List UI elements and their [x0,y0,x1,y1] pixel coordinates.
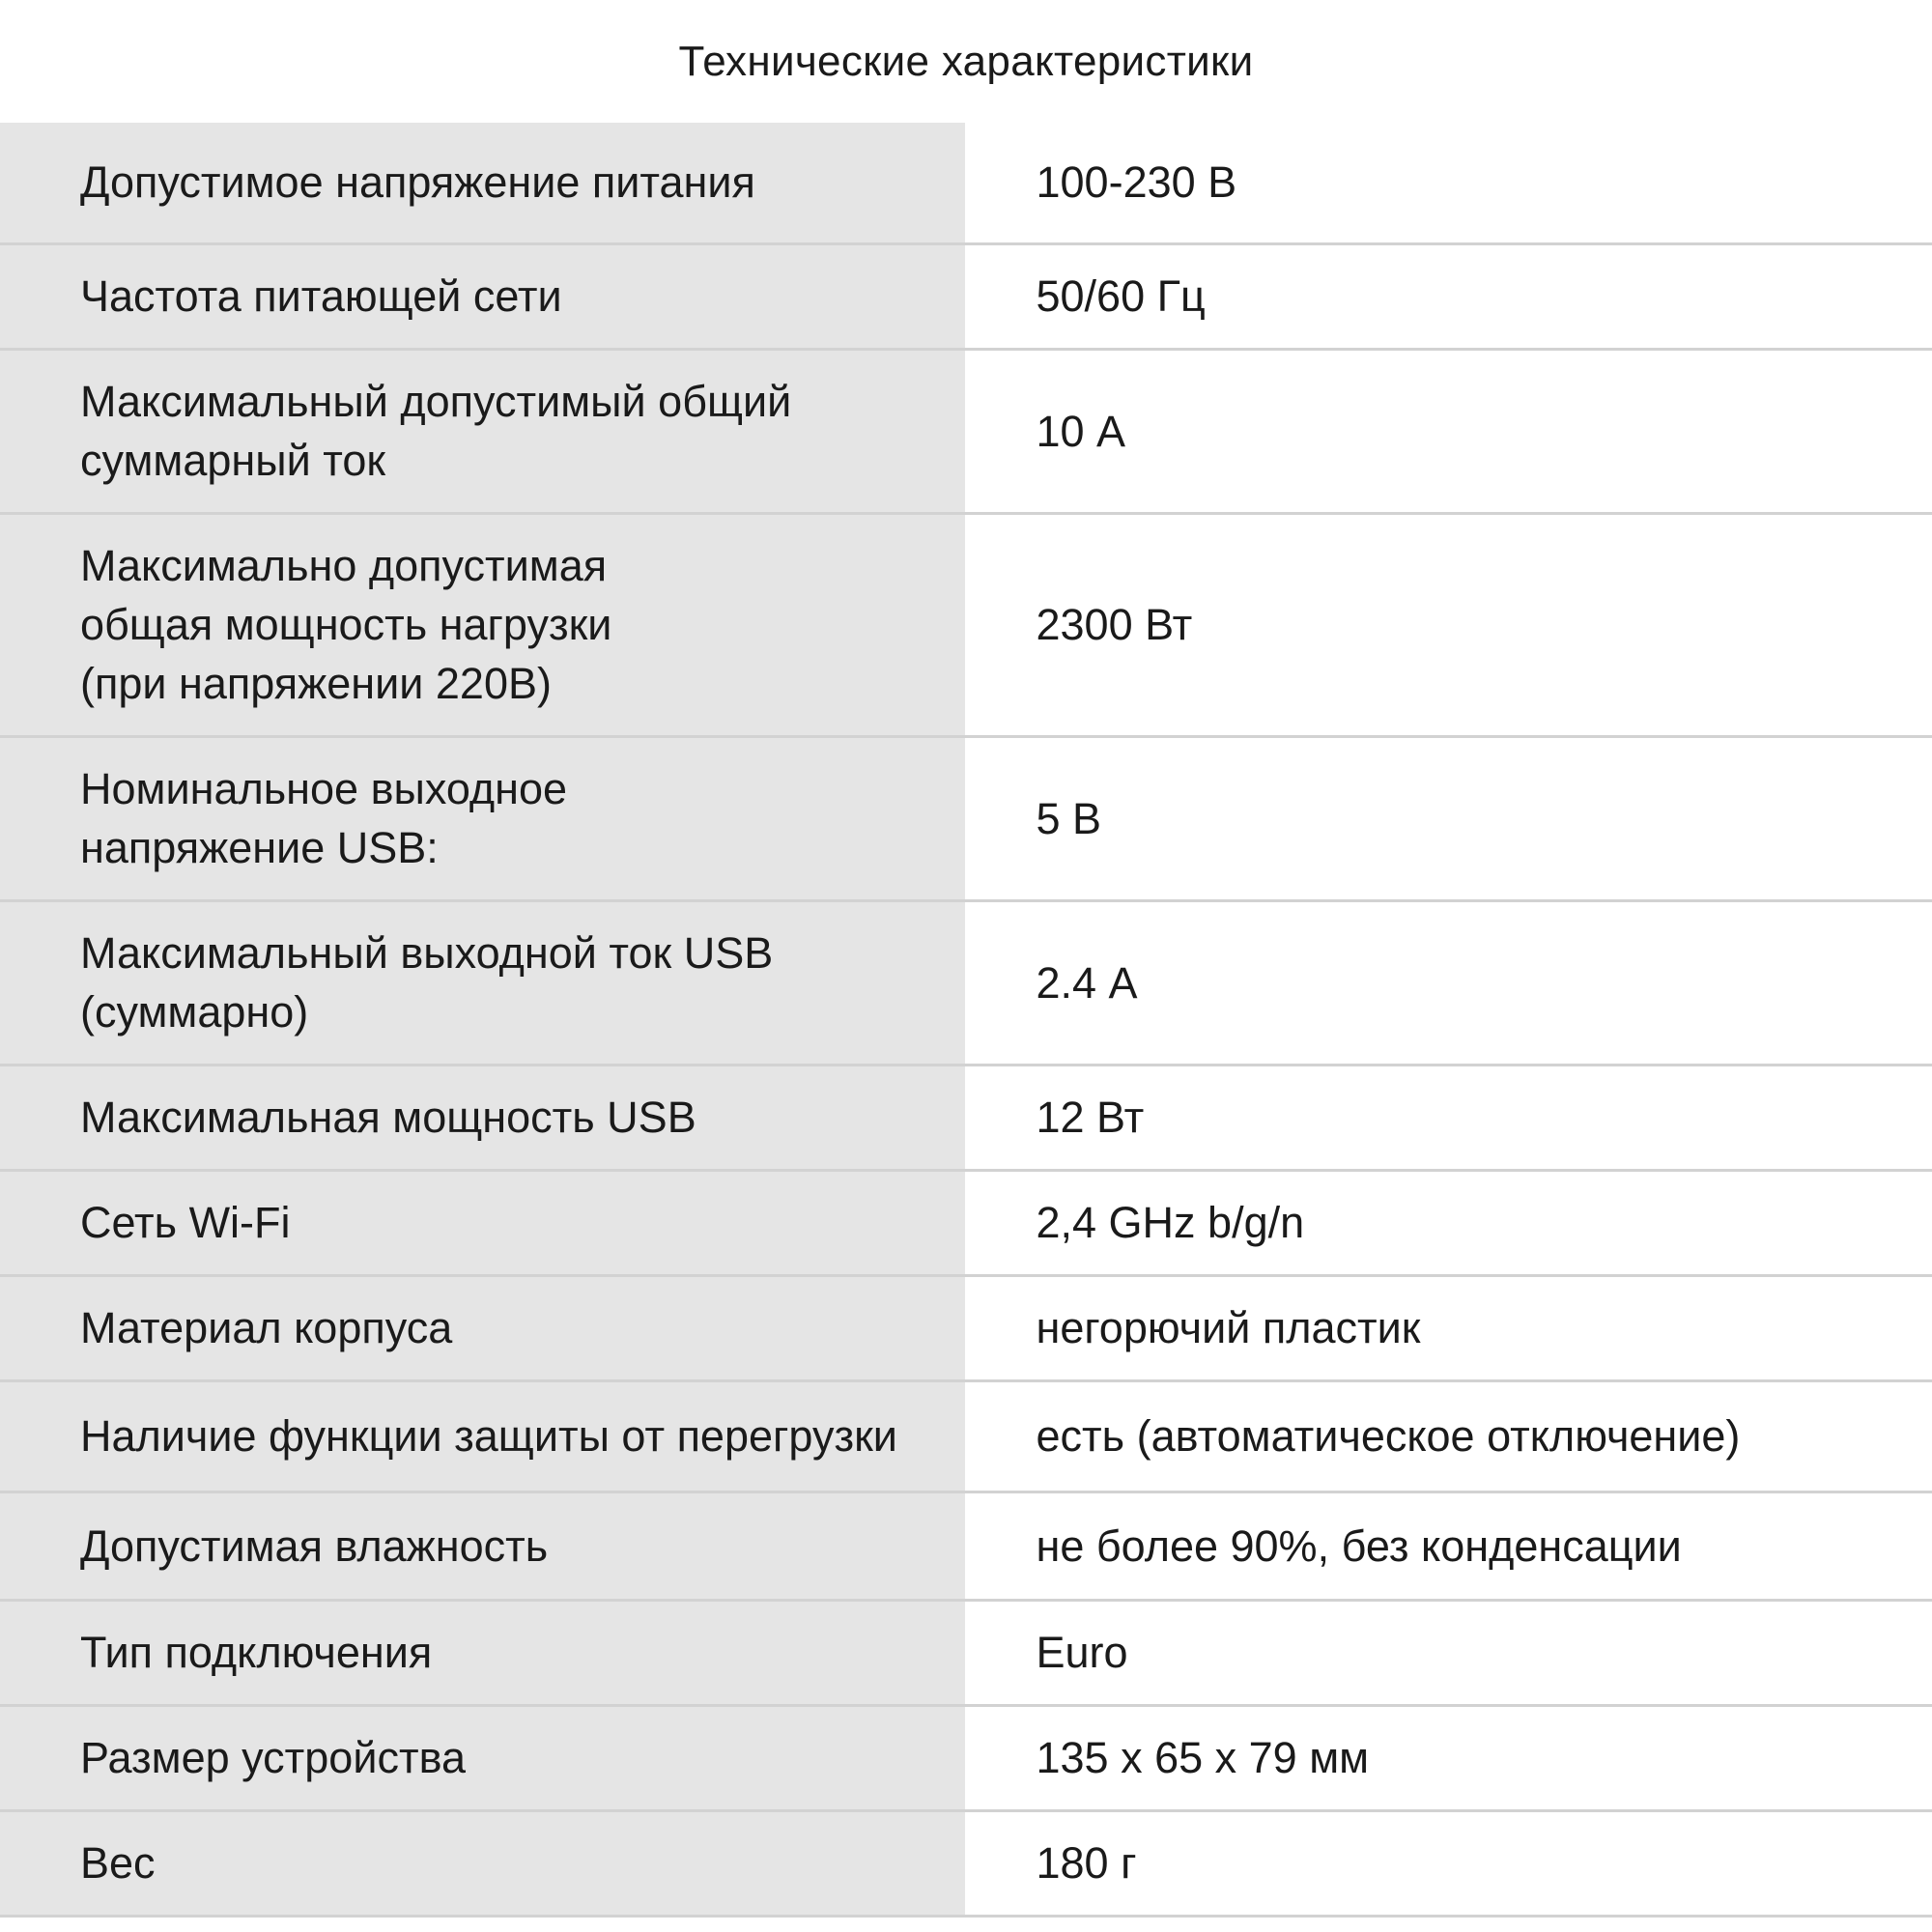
spec-value: не более 90%, без конденсации [966,1492,1932,1600]
spec-label [0,1170,966,1275]
spec-value: 50/60 Гц [966,243,1932,349]
spec-label-line: Допустимая влажность [80,1520,549,1571]
spec-value: 12 Вт [966,1065,1932,1170]
spec-row [0,1380,1932,1492]
spec-label-line: Номинальное выходное [80,764,568,813]
spec-label-line: суммарный ток [80,436,386,485]
spec-row [0,243,1932,349]
spec-value: 2300 Вт [966,513,1932,736]
spec-label [0,736,966,900]
spec-label [0,349,966,513]
spec-label [0,900,966,1065]
spec-row [0,1705,1932,1810]
spec-label-line: напряжение USB: [80,823,439,872]
spec-label [0,243,966,349]
spec-row [0,123,1932,243]
spec-label [0,1705,966,1810]
spec-row [0,513,1932,736]
spec-label [0,1065,966,1170]
spec-label-line: Материал корпуса [80,1303,453,1352]
spec-value: негорючий пластик [966,1275,1932,1380]
spec-row [0,1600,1932,1705]
spec-value: есть (автоматическое отключение) [966,1380,1932,1492]
page-title: Технические характеристики [678,37,1254,85]
spec-label-line: (при напряжении 220В) [80,659,552,708]
spec-label-line: Вес [80,1838,156,1888]
spec-label-line: Размер устройства [80,1733,467,1782]
spec-label-line: (суммарно) [80,987,309,1037]
spec-label [0,1380,966,1492]
spec-value: 5 В [966,736,1932,900]
spec-label-line: Максимальный выходной ток USB [80,928,774,978]
spec-row [0,900,1932,1065]
spec-label [0,1600,966,1705]
spec-value: Euro [966,1600,1932,1705]
spec-row [0,736,1932,900]
spec-label [0,1492,966,1600]
spec-value: 100-230 В [966,123,1932,243]
spec-label-line: Частота питающей сети [80,271,562,321]
spec-label-line: Допустимое напряжение питания [80,157,755,208]
spec-label-line: Наличие функции защиты от перегрузки [80,1411,897,1461]
spec-label-line: общая мощность нагрузки [80,600,612,649]
spec-row [0,349,1932,513]
spec-label [0,123,966,243]
spec-value: 2,4 GHz b/g/n [966,1170,1932,1275]
spec-value: 135 х 65 х 79 мм [966,1705,1932,1810]
spec-label [0,513,966,736]
spec-value: 10 А [966,349,1932,513]
spec-label-line: Максимальный допустимый общий [80,377,792,426]
spec-value: 180 г [966,1810,1932,1916]
spec-label [0,1275,966,1380]
spec-row [0,1492,1932,1600]
spec-label-line: Максимальная мощность USB [80,1093,696,1142]
spec-row [0,1065,1932,1170]
spec-value: 2.4 А [966,900,1932,1065]
spec-label-line: Тип подключения [80,1628,433,1677]
spec-row [0,1170,1932,1275]
specs-table [0,123,1932,1918]
spec-label-line: Сеть Wi-Fi [80,1198,291,1247]
specs-table-body [0,123,1932,1916]
spec-label-line: Максимально допустимая [80,541,608,590]
spec-label [0,1810,966,1916]
spec-row [0,1810,1932,1916]
spec-row [0,1275,1932,1380]
